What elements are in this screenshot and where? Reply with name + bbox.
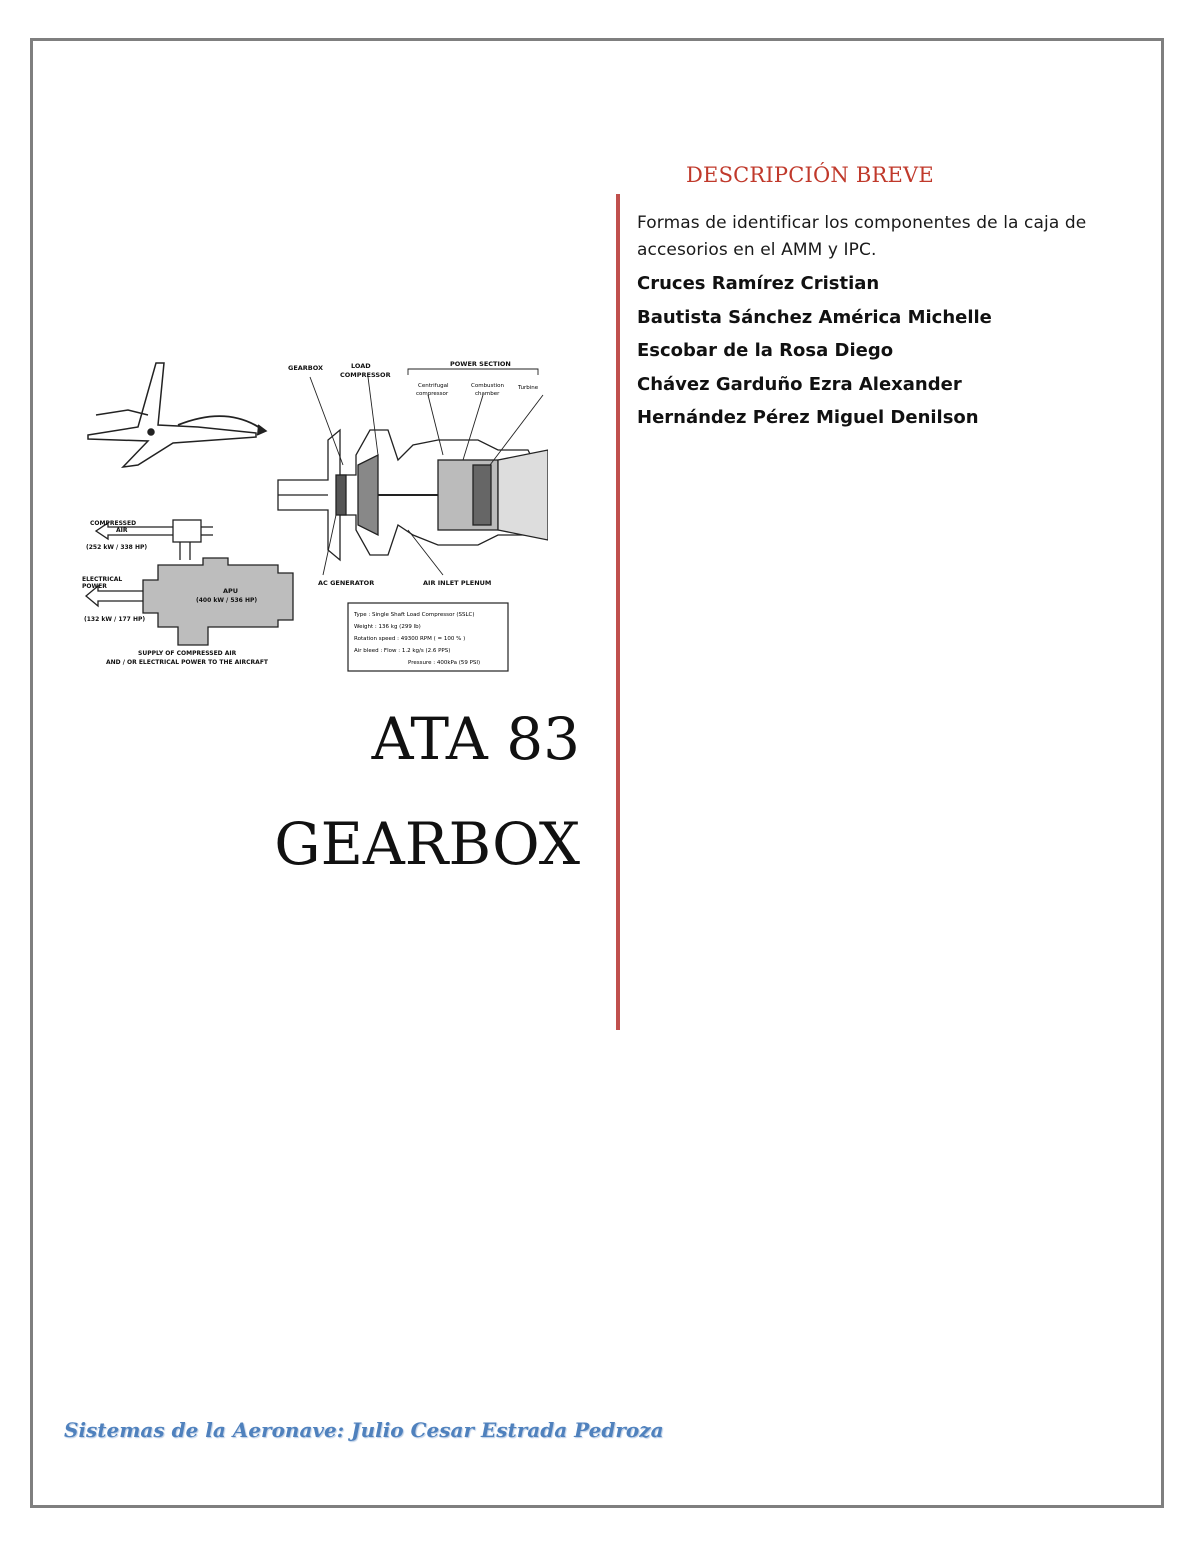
author-name: Cruces Ramírez Cristian [637, 273, 880, 294]
label-ac-generator: AC GENERATOR [318, 579, 375, 587]
section-heading: DESCRIPCIÓN BREVE [686, 163, 934, 187]
label-power-section: POWER SECTION [450, 360, 511, 368]
vertical-divider [616, 194, 620, 1030]
label-chamber: chamber [475, 391, 500, 397]
label-apu-power: (400 kW / 536 HP) [196, 597, 258, 604]
turbine-cross-section [278, 430, 548, 560]
description-block [637, 210, 1137, 435]
label-centrifugal-compressor: compressor [416, 391, 449, 397]
label-power: POWER [82, 583, 107, 590]
spec-rotation: Rotation speed : 49300 RPM ( = 100 % ) [354, 636, 466, 642]
spec-air-bleed: Air bleed : Flow : 1.2 kg/s (2.6 PPS) [354, 648, 451, 654]
document-title-gearbox: GEARBOX [274, 810, 580, 878]
label-apu: APU [223, 587, 239, 595]
spec-pressure: Pressure : 400kPa (59 PSI) [408, 660, 481, 666]
author-name: Escobar de la Rosa Diego [637, 340, 894, 361]
spec-weight: Weight : 136 kg (299 lb) [354, 624, 421, 630]
apu-diagram [78, 355, 548, 675]
document-title-ata: ATA 83 [371, 705, 580, 773]
label-supply-line2: AND / OR ELECTRICAL POWER TO THE AIRCRAFT [106, 659, 269, 666]
description-text: Formas de identificar los componentes de la caja de accesorios en el AMM y IPC. [637, 213, 1087, 260]
aircraft-tail-icon [88, 363, 266, 467]
label-supply-line1: SUPPLY OF COMPRESSED AIR [138, 650, 237, 657]
label-air-inlet-plenum: AIR INLET PLENUM [423, 579, 492, 587]
label-combustion: Combustion [471, 383, 504, 389]
footer-course-instructor: Sistemas de la Aeronave: Julio Cesar Estrada Pedroza [64, 1418, 664, 1442]
label-load: LOAD [351, 362, 371, 370]
apu-body [86, 558, 293, 645]
author-name: Bautista Sánchez América Michelle [637, 306, 992, 328]
author-name: Hernández Pérez Miguel Denilson [637, 407, 979, 428]
label-turbine: Turbine [518, 385, 539, 391]
label-compressed-air: AIR [116, 527, 128, 534]
label-load-compressor: COMPRESSOR [340, 371, 391, 379]
label-electrical-power: (132 kW / 177 HP) [84, 616, 146, 623]
label-compressed-power: (252 kW / 338 HP) [86, 544, 148, 551]
spec-type: Type : Single Shaft Load Compressor (SSLC) [354, 612, 475, 618]
author-list [637, 267, 1137, 435]
label-compressed: COMPRESSED [90, 520, 137, 527]
label-gearbox: GEARBOX [288, 364, 324, 372]
author-name: Chávez Garduño Ezra Alexander [637, 373, 962, 395]
label-electrical: ELECTRICAL [82, 576, 123, 583]
label-centrifugal: Centrifugal [418, 383, 449, 389]
